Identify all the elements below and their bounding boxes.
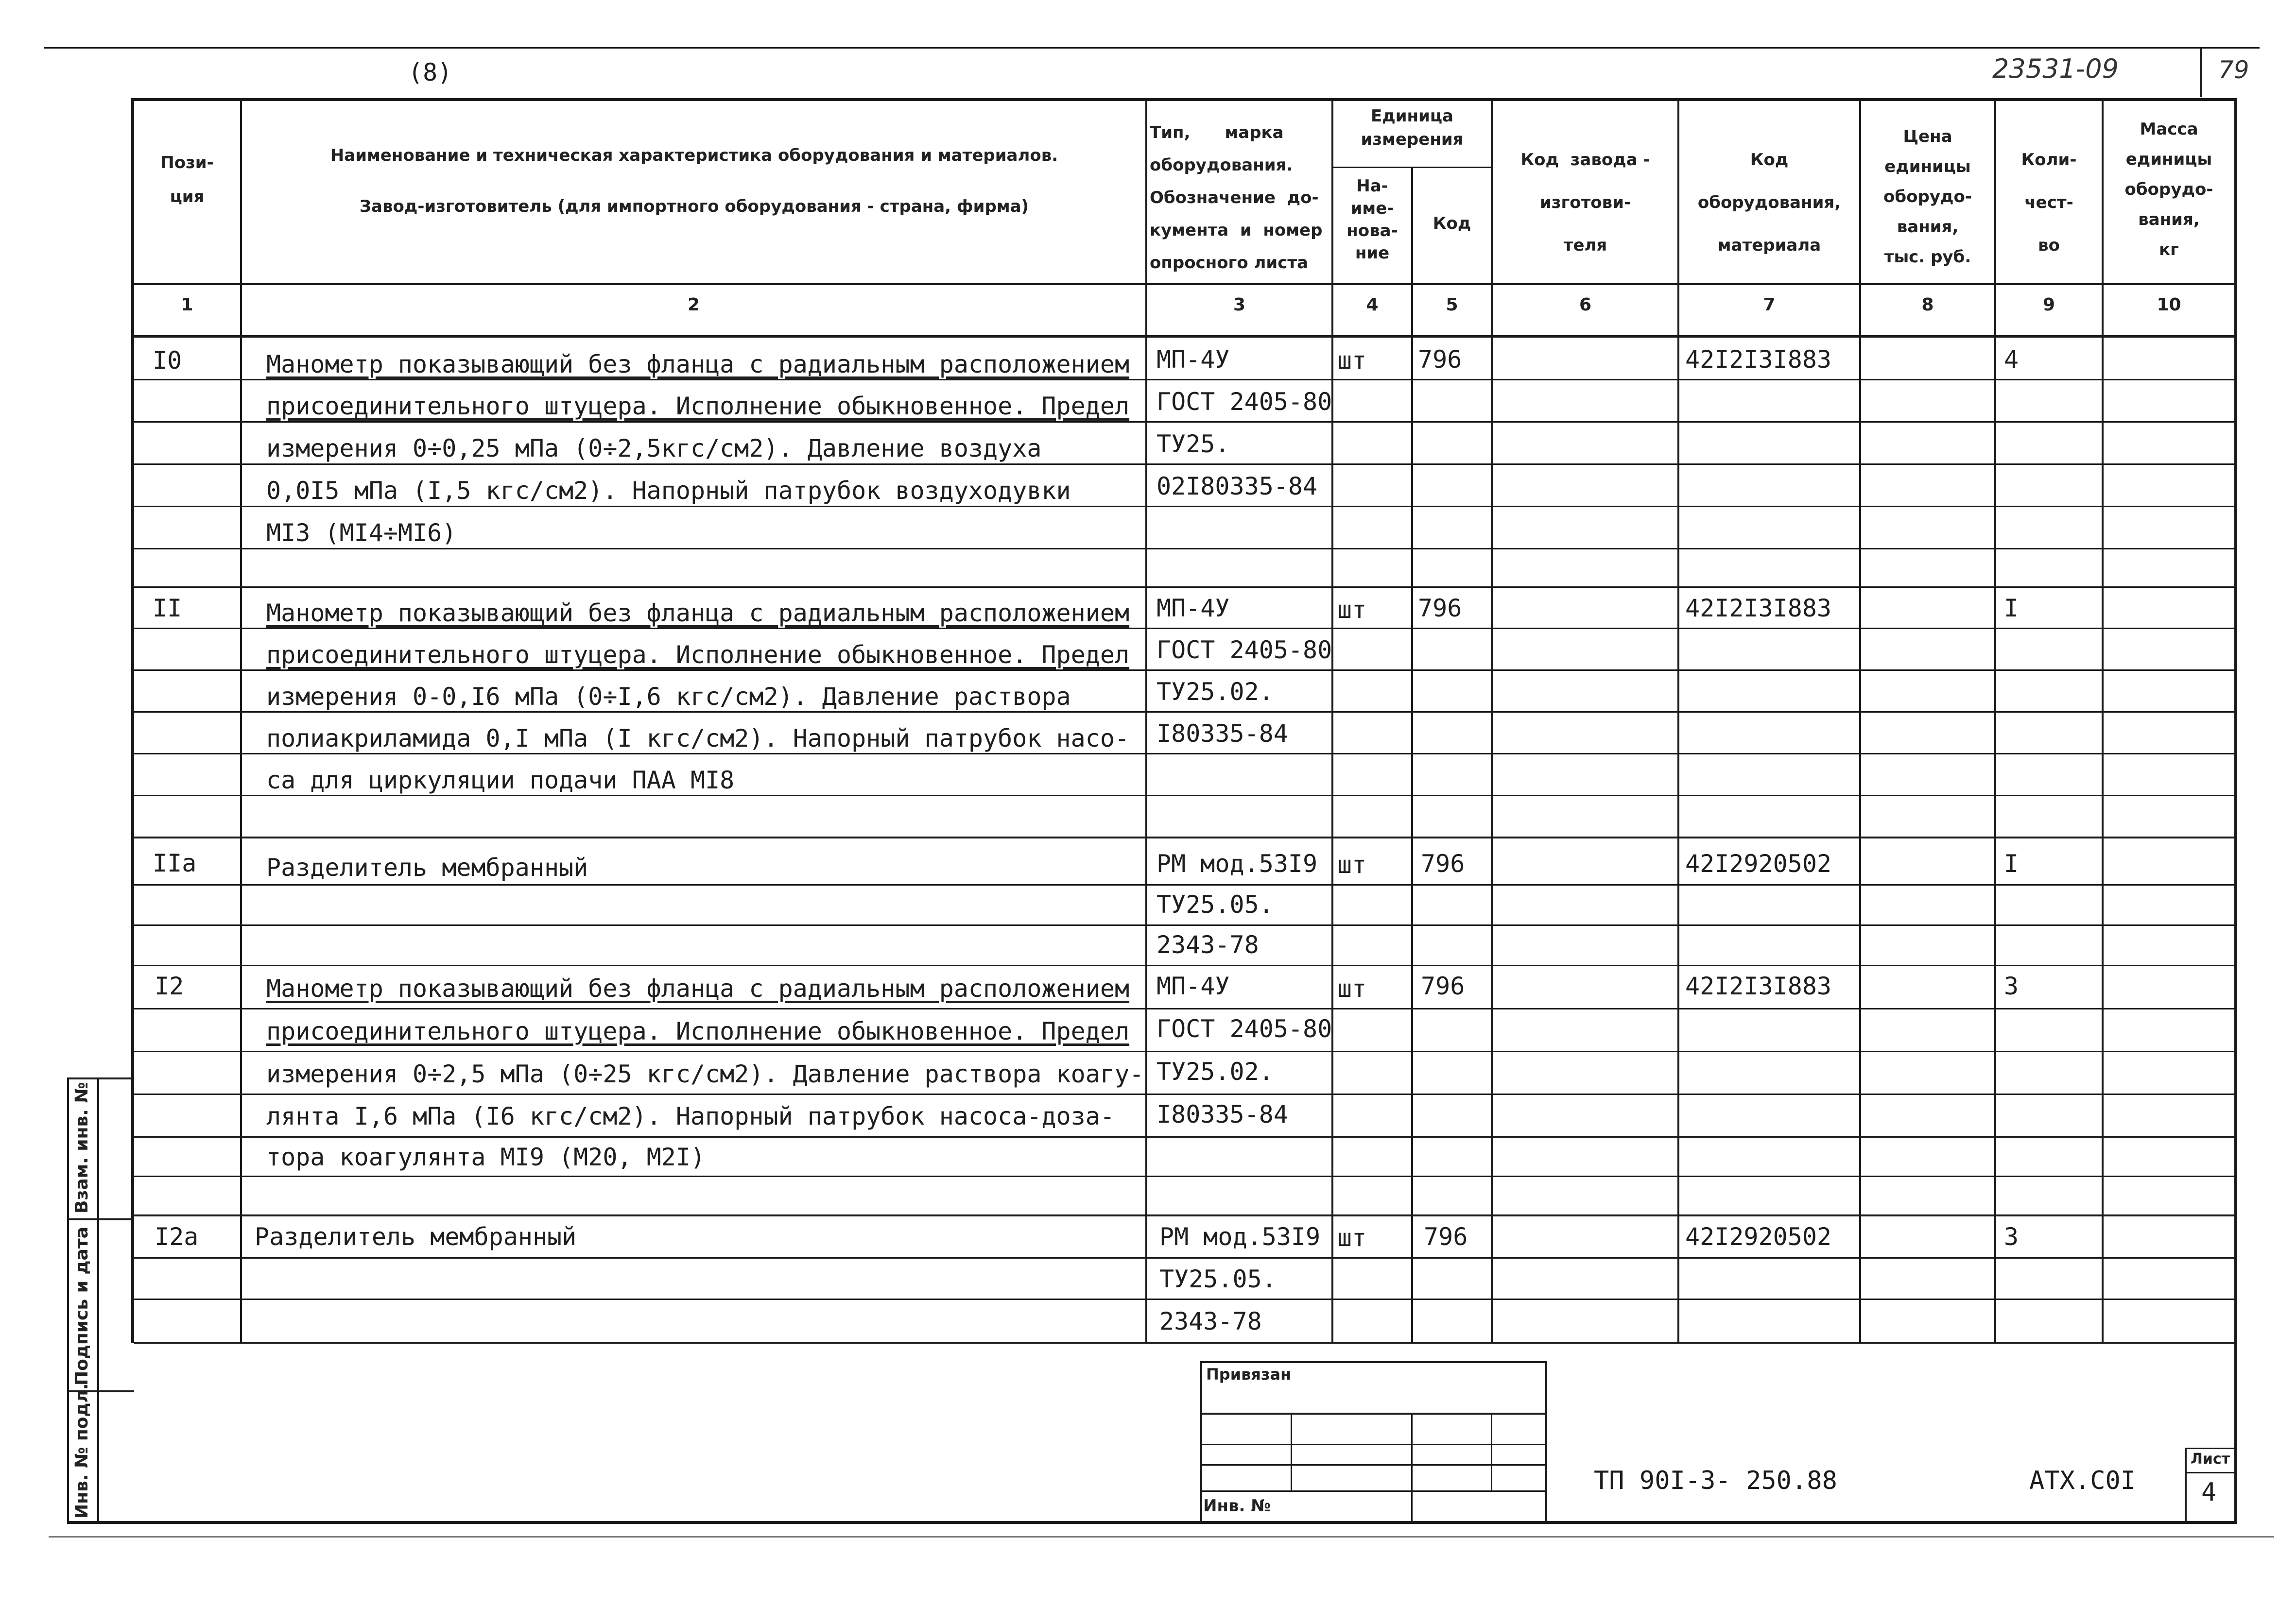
item-unit-code: 796 xyxy=(1418,594,1462,622)
list-label: Лист xyxy=(2191,1451,2230,1468)
row-line xyxy=(134,884,2234,886)
col-line-1 xyxy=(240,101,242,1343)
list-box-left xyxy=(2185,1448,2187,1521)
privyazan-row2 xyxy=(1202,1444,1545,1445)
item-description-line: измерения 0÷0,25 мПа (0÷2,5кгс/см2). Давление воздуха xyxy=(266,434,1042,462)
item-description-line: Манометр показывающий без фланца с радиальным расположением xyxy=(266,350,1130,378)
item-type-line: 02I80335-84 xyxy=(1157,472,1318,500)
item-type-line: ТУ25.05. xyxy=(1157,890,1274,919)
item-unit: шт xyxy=(1337,851,1367,879)
header-maker-code: Код завода - изготови- теля xyxy=(1520,150,1650,255)
row-line xyxy=(134,379,2234,380)
header-position: Пози- ция xyxy=(160,153,214,206)
item-description-line: присоединительного штуцера. Исполнение обыкновенное. Предел xyxy=(266,641,1130,669)
item-unit: шт xyxy=(1337,596,1367,624)
item-description-line: лянта I,6 мПа (I6 кгс/см2). Напорный патрубок насоса-доза- xyxy=(266,1102,1115,1130)
col-line-8 xyxy=(1994,101,1996,1343)
column-number: 8 xyxy=(1921,295,1934,315)
item-description-line: полиакриламида 0,I мПа (I кгс/см2). Напорный патрубок насо- xyxy=(266,724,1130,752)
item-unit: шт xyxy=(1337,1224,1367,1252)
item-quantity: 4 xyxy=(2004,345,2019,374)
item-type-line: 2343-78 xyxy=(1159,1307,1262,1335)
privyazan-left xyxy=(1200,1361,1202,1521)
item-type-line: РМ мод.53I9 xyxy=(1157,850,1318,878)
privyazan-label: Привязан xyxy=(1206,1365,1292,1384)
privyazan-row4 xyxy=(1202,1490,1545,1492)
item-description-line: присоединительного штуцера. Исполнение обыкновенное. Предел xyxy=(266,1017,1130,1045)
col-line-6 xyxy=(1677,101,1679,1343)
privyazan-col2 xyxy=(1411,1413,1413,1521)
corner-divider xyxy=(2200,49,2202,97)
archive-number: 23531-09 xyxy=(1992,53,2119,84)
header-unit-code: Код xyxy=(1433,214,1471,233)
row-line xyxy=(134,1214,2234,1216)
header-unit-name: На- име- нова- ние xyxy=(1347,176,1398,263)
top-border-line xyxy=(44,47,2260,49)
item-type-line: РМ мод.53I9 xyxy=(1159,1223,1321,1251)
row-line xyxy=(134,924,2234,926)
column-number: 1 xyxy=(181,295,193,315)
col-line-9 xyxy=(2102,101,2104,1343)
item-type-line: МП-4У xyxy=(1157,594,1230,622)
item-unit-code: 796 xyxy=(1421,972,1465,1000)
item-type-line: ТУ25.02. xyxy=(1157,1058,1274,1086)
row-line xyxy=(134,711,2234,713)
item-description-line: присоединительного штуцера. Исполнение обыкновенное. Предел xyxy=(266,392,1130,420)
item-type-line: I80335-84 xyxy=(1157,1100,1288,1128)
header-name-line1: Наименование и техническая характеристика оборудования и материалов. xyxy=(330,146,1058,165)
row-line xyxy=(134,1176,2234,1177)
row-line xyxy=(134,837,2234,838)
item-type-line: 2343-78 xyxy=(1157,931,1259,959)
header-quantity: Коли- чест- во xyxy=(2021,150,2077,255)
column-number: 6 xyxy=(1579,295,1592,315)
header-mass: Масса единицы оборудо- вания, кг xyxy=(2124,120,2213,259)
side-stamp-div1 xyxy=(67,1218,134,1220)
column-number: 4 xyxy=(1366,295,1379,315)
row-line xyxy=(134,1257,2234,1259)
item-type-line: I80335-84 xyxy=(1157,719,1288,748)
privyazan-row3 xyxy=(1202,1464,1545,1466)
frame-right xyxy=(2234,98,2237,1524)
header-unit-group: Единица измерения xyxy=(1361,106,1464,149)
column-number: 2 xyxy=(687,295,700,315)
item-type-line: МП-4У xyxy=(1157,345,1230,374)
item-position: I0 xyxy=(153,346,182,375)
item-description-line: Разделитель мембранный xyxy=(266,854,588,882)
item-type-line: ТУ25.05. xyxy=(1159,1265,1277,1293)
column-number: 5 xyxy=(1446,295,1458,315)
row-line xyxy=(134,506,2234,507)
inv-no-label: Инв. № xyxy=(1203,1496,1271,1516)
row-line xyxy=(134,1342,2234,1344)
frame-bottom xyxy=(67,1521,2237,1524)
row-line xyxy=(134,1051,2234,1052)
vzam-inv-label: Взам. инв. № xyxy=(72,1082,92,1214)
frame-top xyxy=(131,98,2237,101)
item-description-line: тора коагулянта МI9 (М20, М2I) xyxy=(266,1143,706,1171)
item-unit-code: 796 xyxy=(1421,850,1465,878)
side-stamp-top xyxy=(67,1077,134,1079)
item-description-line: Манометр показывающий без фланца с радиальным расположением xyxy=(266,974,1130,1003)
row-line xyxy=(134,1008,2234,1009)
row-line xyxy=(134,586,2234,588)
item-description-line: Разделитель мембранный xyxy=(255,1223,577,1251)
item-description-line: измерения 0÷2,5 мПа (0÷25 кгс/см2). Давление раствора коагу- xyxy=(266,1060,1144,1088)
colnum-bottom xyxy=(134,335,2234,338)
column-number: 7 xyxy=(1763,295,1776,315)
column-number: 3 xyxy=(1233,295,1246,315)
col-line-3 xyxy=(1331,101,1333,1343)
section-mark: (8) xyxy=(408,58,452,86)
header-price: Цена единицы оборудо- вания, тыс. руб. xyxy=(1883,127,1972,267)
column-number: 10 xyxy=(2157,295,2181,315)
item-type-line: ГОСТ 2405-80 xyxy=(1157,388,1332,416)
side-stamp-mid xyxy=(97,1077,99,1524)
item-type-line: ГОСТ 2405-80 xyxy=(1157,636,1332,664)
item-equipment-code: 42I2920502 xyxy=(1685,1223,1832,1251)
column-number: 9 xyxy=(2042,295,2055,315)
row-line xyxy=(134,628,2234,629)
inv-podl-label: Инв. № подл. xyxy=(72,1383,92,1519)
item-type-line: МП-4У xyxy=(1157,972,1230,1000)
privyazan-col3 xyxy=(1491,1413,1492,1490)
item-quantity: 3 xyxy=(2004,1223,2019,1251)
row-line xyxy=(134,421,2234,423)
item-type-line: ГОСТ 2405-80 xyxy=(1157,1015,1332,1043)
list-box-top xyxy=(2185,1448,2234,1449)
item-position: IIа xyxy=(153,849,197,877)
col-line-7 xyxy=(1859,101,1861,1343)
item-description-line: Манометр показывающий без фланца с радиальным расположением xyxy=(266,599,1130,627)
col-line-2 xyxy=(1145,101,1147,1343)
col-line-5 xyxy=(1491,101,1493,1343)
privyazan-right xyxy=(1545,1361,1547,1521)
item-equipment-code: 42I2I3I883 xyxy=(1685,345,1832,374)
privyazan-top xyxy=(1200,1361,1547,1363)
header-equip-code: Код оборудования, материала xyxy=(1697,150,1841,255)
item-description-line: измерения 0-0,I6 мПа (0÷I,6 кгс/см2). Давление раствора xyxy=(266,683,1071,711)
row-line xyxy=(134,1094,2234,1095)
item-type-line: ТУ25.02. xyxy=(1157,678,1274,706)
item-position: I2 xyxy=(155,972,184,1000)
row-line xyxy=(134,965,2234,966)
list-number: 4 xyxy=(2201,1478,2217,1507)
list-box-mid xyxy=(2185,1472,2234,1473)
item-unit-code: 796 xyxy=(1418,345,1462,374)
item-quantity: I xyxy=(2004,594,2019,622)
privyazan-row1 xyxy=(1202,1413,1545,1415)
row-line xyxy=(134,795,2234,796)
header-type: Тип, марка оборудования. Обозначение до- кумента и номер опросного листа xyxy=(1150,123,1323,273)
item-quantity: I xyxy=(2004,850,2019,878)
row-line xyxy=(134,1299,2234,1300)
bottom-scan-edge xyxy=(49,1536,2274,1538)
col-line-4 xyxy=(1411,167,1413,1343)
item-equipment-code: 42I2I3I883 xyxy=(1685,594,1832,622)
side-stamp-left xyxy=(67,1077,69,1524)
item-position: I2а xyxy=(155,1223,199,1251)
document-code: ТП 90I-3- 250.88 xyxy=(1594,1466,1837,1495)
sheet-corner-number: 79 xyxy=(2218,56,2249,84)
item-position: II xyxy=(153,594,182,622)
row-line xyxy=(134,463,2234,465)
item-equipment-code: 42I2920502 xyxy=(1685,850,1832,878)
item-description-line: МI3 (МI4÷МI6) xyxy=(266,519,457,547)
row-line xyxy=(134,753,2234,754)
item-unit: шт xyxy=(1337,346,1367,375)
header-name-line2: Завод-изготовитель (для импортного оборудования - страна, фирма) xyxy=(359,197,1029,216)
sheet-code: АТХ.С0I xyxy=(2029,1466,2136,1495)
item-unit-code: 796 xyxy=(1424,1223,1468,1251)
row-line xyxy=(134,669,2234,671)
item-quantity: 3 xyxy=(2004,972,2019,1000)
row-line xyxy=(134,548,2234,549)
header-bottom xyxy=(134,283,2234,285)
privyazan-col1 xyxy=(1291,1413,1292,1490)
item-type-line: ТУ25. xyxy=(1157,430,1230,458)
item-description-line: 0,0I5 мПа (I,5 кгс/см2). Напорный патрубок воздуходувки xyxy=(266,477,1071,505)
item-unit: шт xyxy=(1337,974,1367,1003)
item-equipment-code: 42I2I3I883 xyxy=(1685,972,1832,1000)
podpis-data-label: Подпись и дата xyxy=(72,1227,92,1385)
item-description-line: са для циркуляции подачи ПАА МI8 xyxy=(266,766,735,794)
row-line xyxy=(134,1136,2234,1138)
